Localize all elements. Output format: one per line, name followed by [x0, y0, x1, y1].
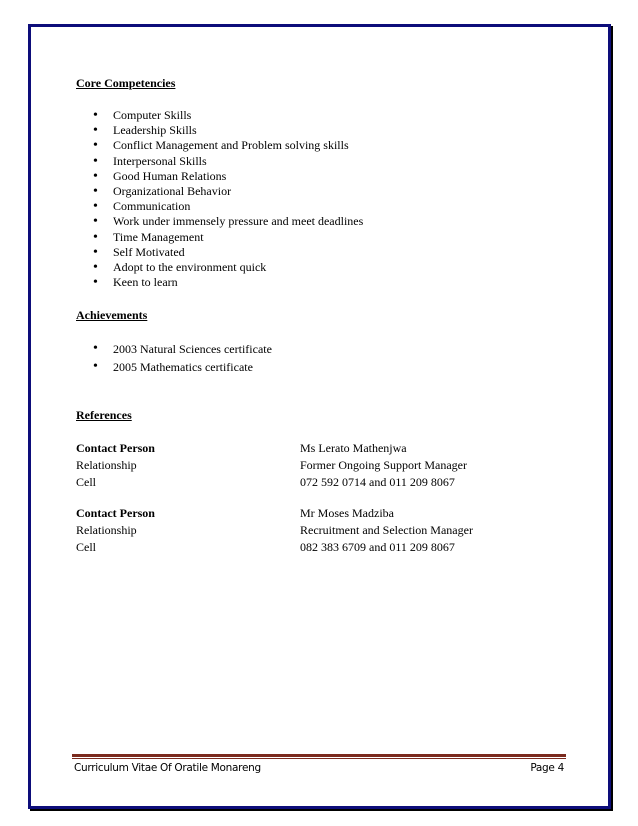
footer-rule — [72, 754, 566, 757]
reference-1-relationship-row — [76, 457, 546, 474]
cell-value: 082 383 6709 and 011 209 8067 — [300, 540, 455, 554]
list-item: • Keen to learn — [76, 275, 363, 290]
contact-person-name: Mr Moses Madziba — [300, 506, 394, 520]
list-item: • Leadership Skills — [76, 123, 363, 138]
references-heading: References — [76, 408, 132, 422]
list-item: • Adopt to the environment quick — [76, 260, 363, 275]
cell-label: Cell — [76, 540, 96, 554]
reference-2-contact-row — [76, 505, 546, 522]
relationship-value: Former Ongoing Support Manager — [300, 458, 467, 472]
contact-person-name: Ms Lerato Mathenjwa — [300, 441, 407, 455]
list-item: • Work under immensely pressure and meet deadlines — [76, 214, 363, 229]
list-item: • Interpersonal Skills — [76, 154, 363, 169]
page-footer — [74, 762, 564, 778]
list-item: • Communication — [76, 199, 363, 214]
list-item: • 2005 Mathematics certificate — [76, 358, 272, 376]
achievements-list — [76, 340, 272, 376]
list-item: • Time Management — [76, 230, 363, 245]
reference-2-cell-row — [76, 539, 546, 556]
footer-page-number: Page 4 — [530, 762, 564, 774]
footer-document-title: Curriculum Vitae Of Oratile Monareng — [74, 762, 261, 774]
core-competencies-heading: Core Competencies — [76, 76, 176, 90]
reference-2-relationship-row — [76, 522, 546, 539]
list-item: • Computer Skills — [76, 108, 363, 123]
relationship-label: Relationship — [76, 523, 137, 537]
cell-value: 072 592 0714 and 011 209 8067 — [300, 475, 455, 489]
contact-person-label: Contact Person — [76, 441, 155, 455]
list-item: • 2003 Natural Sciences certificate — [76, 340, 272, 358]
relationship-value: Recruitment and Selection Manager — [300, 523, 473, 537]
reference-1-cell-row — [76, 474, 546, 491]
footer-rule-thin — [72, 758, 566, 759]
contact-person-label: Contact Person — [76, 506, 155, 520]
relationship-label: Relationship — [76, 458, 137, 472]
list-item: • Conflict Management and Problem solving skills — [76, 138, 363, 153]
reference-1-contact-row — [76, 440, 546, 457]
list-item: • Good Human Relations — [76, 169, 363, 184]
list-item: • Organizational Behavior — [76, 184, 363, 199]
list-item: • Self Motivated — [76, 245, 363, 260]
cell-label: Cell — [76, 475, 96, 489]
achievements-heading: Achievements — [76, 308, 148, 322]
core-competencies-list — [76, 108, 363, 290]
